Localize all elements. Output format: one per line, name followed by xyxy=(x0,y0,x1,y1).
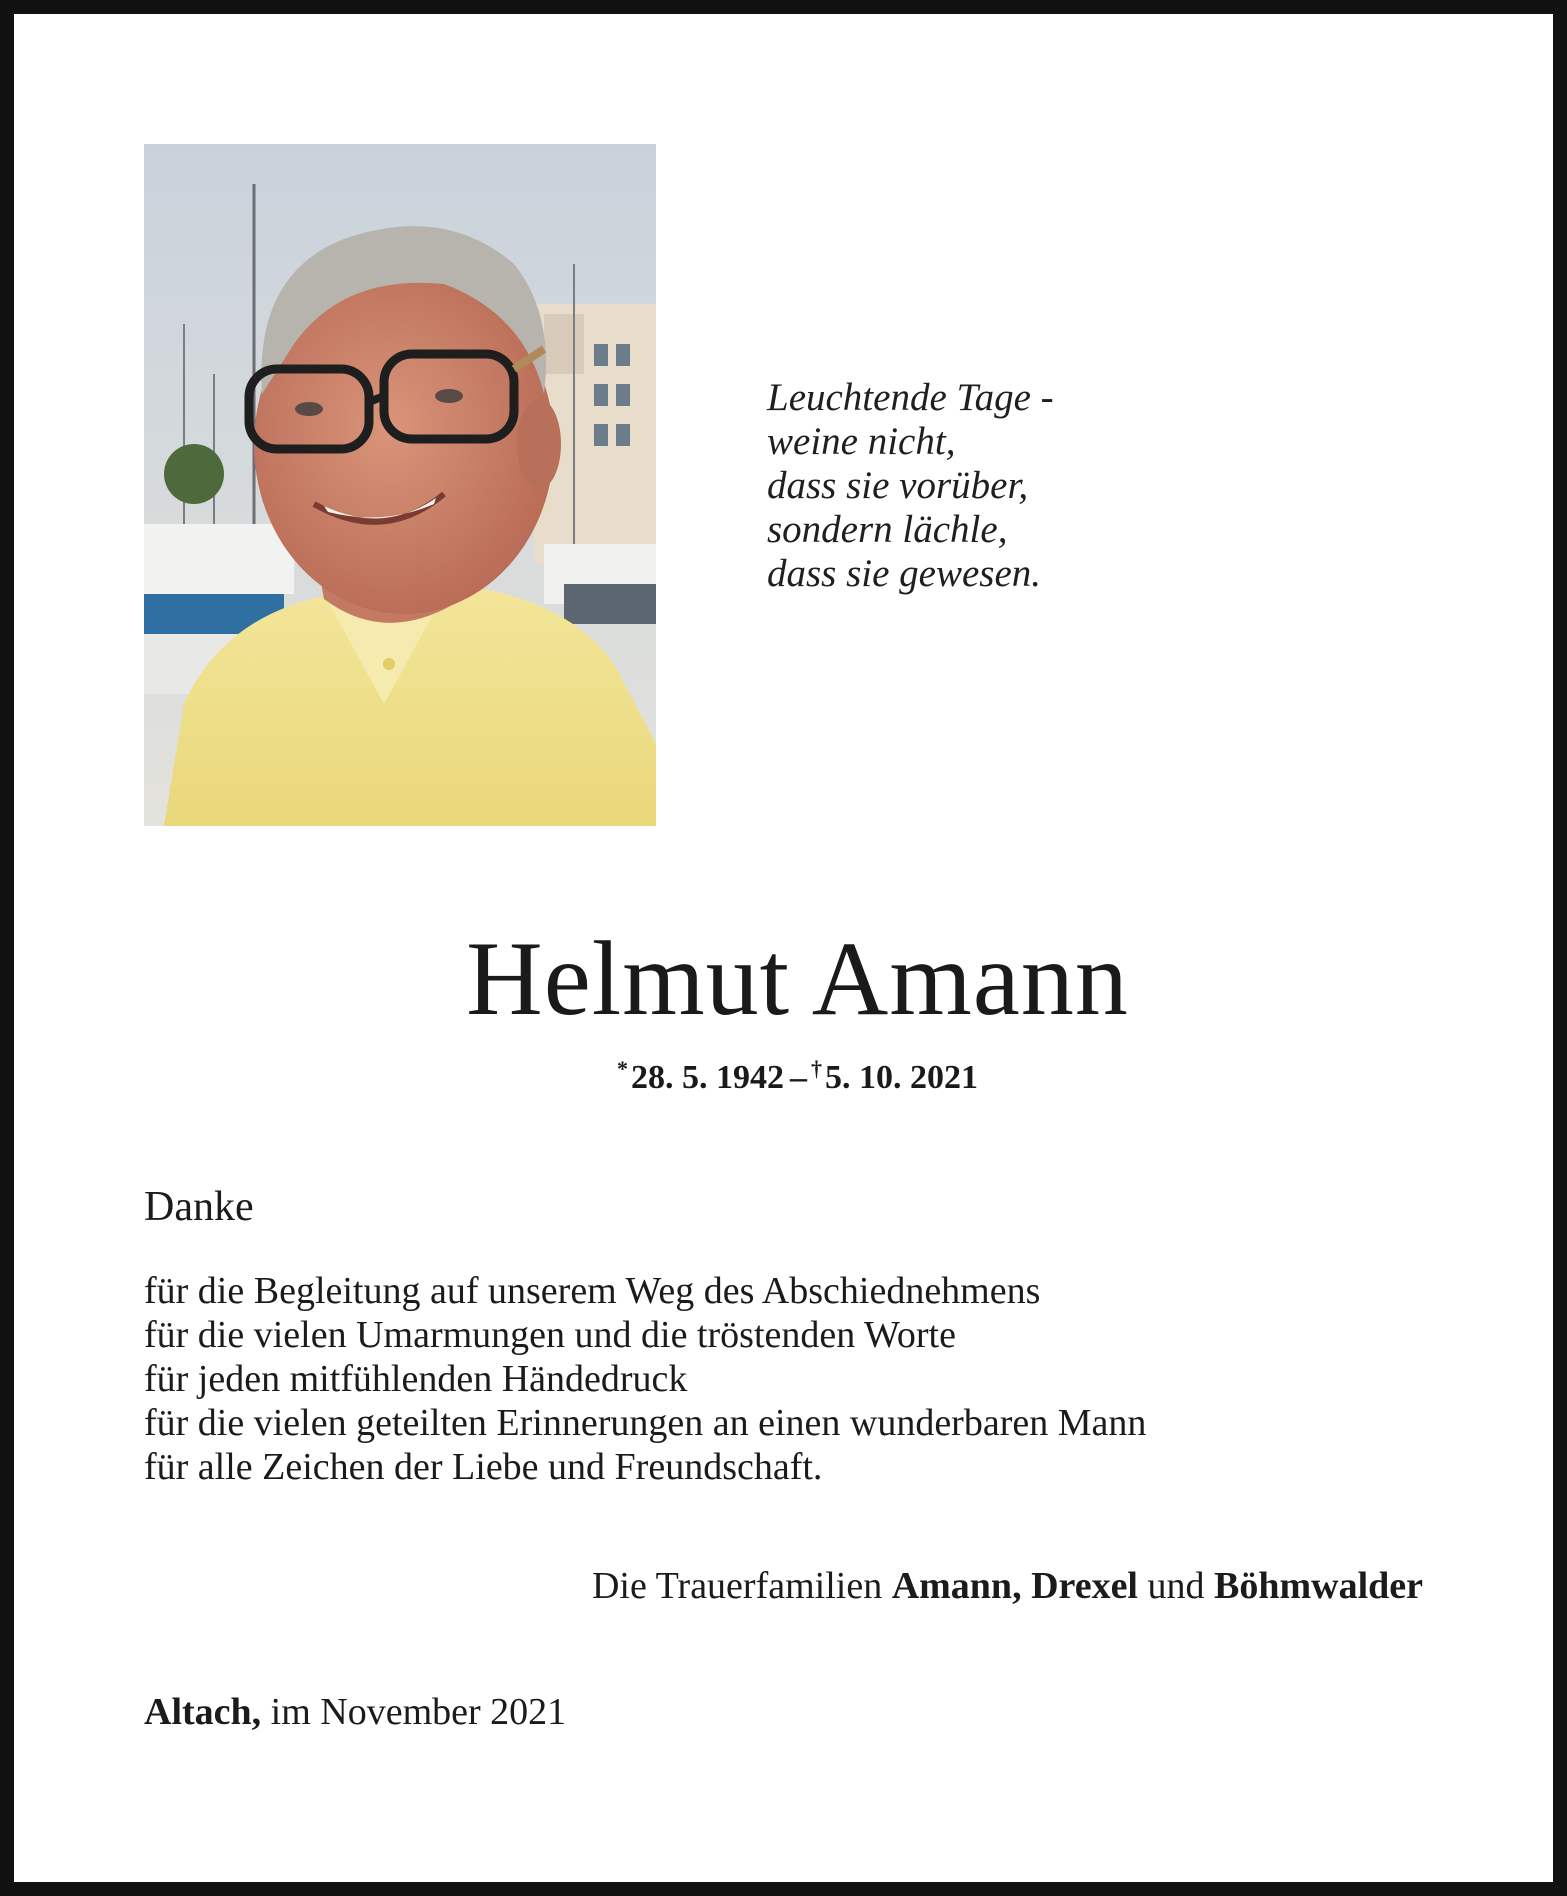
deceased-name: Helmut Amann xyxy=(466,920,1129,1037)
place: Altach, xyxy=(144,1691,262,1733)
poem-line: dass sie vorüber, xyxy=(767,464,1029,507)
family-name: Amann, xyxy=(891,1565,1022,1607)
place-date xyxy=(144,1688,566,1736)
family-name: Böhmwalder xyxy=(1214,1565,1423,1607)
signature-conjunction: und xyxy=(1147,1565,1205,1607)
poem-line: weine nicht, xyxy=(767,420,956,463)
thanks-line: für die Begleitung auf unserem Weg des Abschiednehmens xyxy=(144,1270,1041,1312)
date-text: im November 2021 xyxy=(261,1691,567,1733)
poem xyxy=(767,376,1054,596)
thanks-heading: Danke xyxy=(144,1184,254,1230)
birth-date: 28. 5. 1942 xyxy=(631,1059,784,1096)
thanks-line: für die vielen Umarmungen und die tröstenden Worte xyxy=(144,1314,956,1356)
portrait-illustration xyxy=(144,144,656,826)
poem-line: Leuchtende Tage - xyxy=(767,376,1054,419)
death-symbol: † xyxy=(811,1056,822,1081)
date-separator: – xyxy=(790,1059,807,1096)
thanks-list xyxy=(144,1269,1146,1489)
thanks-line: für alle Zeichen der Liebe und Freundschaft. xyxy=(144,1446,823,1488)
signature-prefix: Die Trauerfamilien xyxy=(591,1565,892,1607)
poem-line: sondern lächle, xyxy=(767,508,1008,551)
thanks-line: für die vielen geteilten Erinnerungen an einen wunderbaren Mann xyxy=(144,1402,1147,1444)
birth-symbol: * xyxy=(617,1056,628,1081)
palm-tree xyxy=(164,444,224,504)
portrait-photo xyxy=(144,144,656,826)
death-date: 5. 10. 2021 xyxy=(825,1059,978,1096)
thanks-line: für jeden mitfühlenden Händedruck xyxy=(144,1358,688,1400)
boat xyxy=(144,524,294,594)
poem-line: dass sie gewesen. xyxy=(767,552,1042,595)
life-dates xyxy=(14,1044,1567,1103)
signature xyxy=(592,1562,1423,1610)
family-name: Drexel xyxy=(1031,1565,1138,1607)
